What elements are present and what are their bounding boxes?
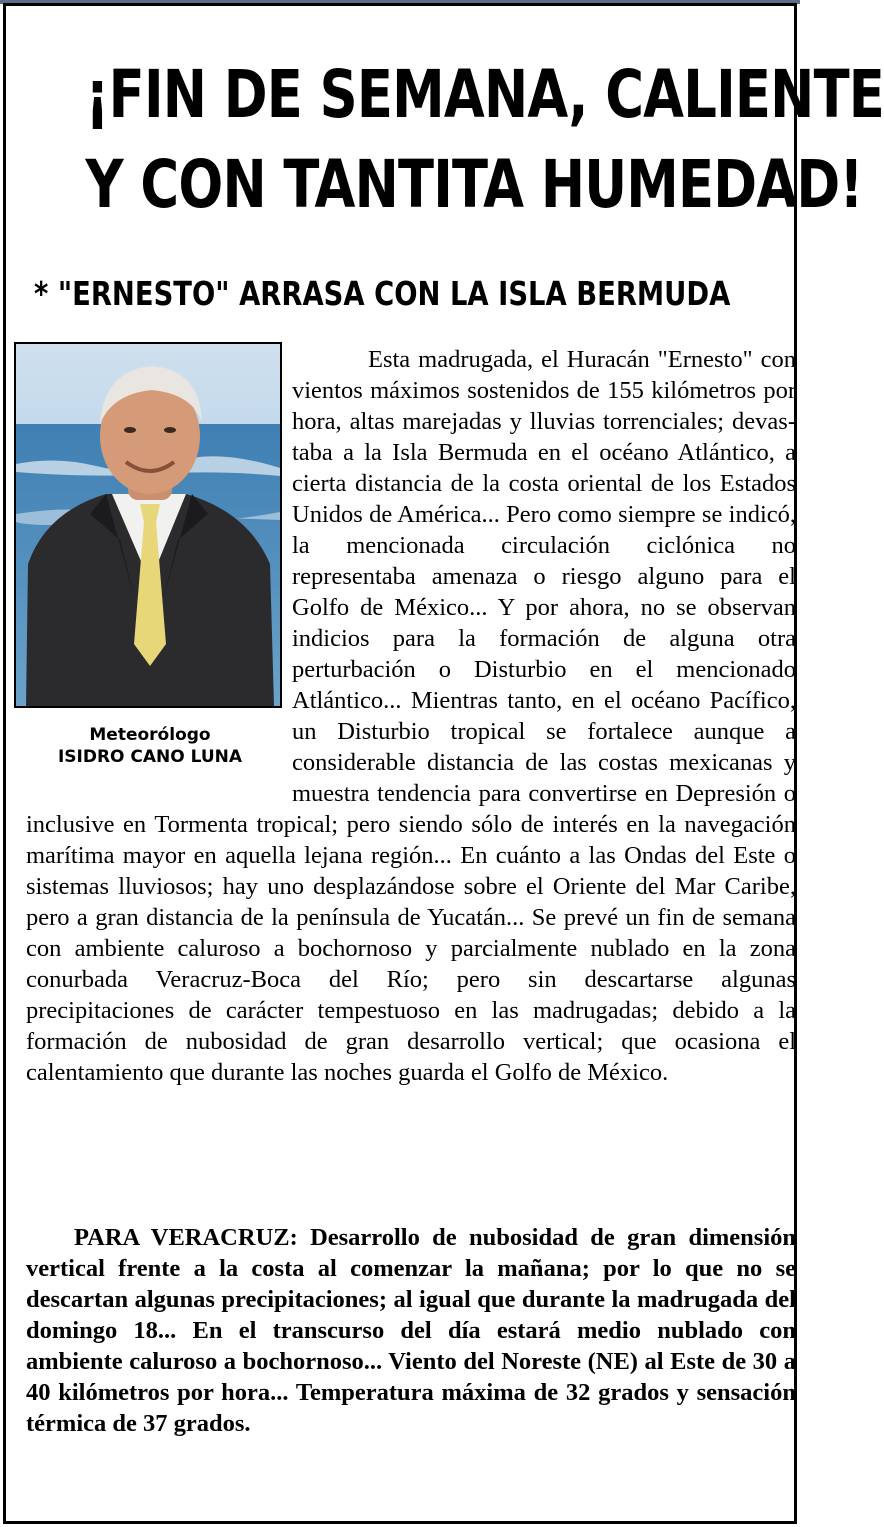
headline-line-1: ¡FIN DE SEMANA, CALIENTE bbox=[85, 56, 884, 133]
article-body bbox=[26, 344, 796, 1088]
caption-role: Meteorólogo bbox=[89, 725, 211, 745]
article-paragraph-1: Esta madrugada, el Huracán "Ernesto" con vientos máximos sostenidos de 155 kilómetros por hora, altas marejadas y lluvias torrenciales; devastaba a la Isla Bermuda en el océano Atlántico, a cierta distancia de la costa oriental de los Estados Unidos de América... Pero como siempre se indicó, la mencionada circulación ciclónica no representaba amenaza o riesgo alguno para el Golfo de México... Y por ahora, no se observan indicios para la formación de alguna otra perturbación o Disturbio en el mencionado Atlántico... Mientras tanto, en el océano Pacífico, un Disturbio tropical se fortalece aunque a considerable distancia de las costas mexicanas y muestra tendencia para convertirse en Depresión o inclusive en Tormenta tropical; pero siendo sólo de interés en la navegación marítima mayor en aquella lejana región... En cuánto a las Ondas del Este o sistemas lluviosos; hay uno desplazándose sobre el Oriente del Mar Caribe, pero a gran distancia de la península de Yucatán... Se prevé un fin de semana con ambiente caluroso a bochornoso y parcialmente nublado en la zona conurbada Veracruz-Boca del Río; pero sin descartarse algunas precipitaciones de carácter tempestuoso en las madrugadas; debido a la formación de nubosidad de gran desarrollo vertical; que ocasiona el calentamiento que durante las noches guarda el Golfo de México. bbox=[26, 346, 796, 1086]
caption-name: ISIDRO CANO LUNA bbox=[57, 747, 243, 767]
photo-float-spacer bbox=[26, 344, 292, 779]
headline-line-2: Y CON TANTITA HUMEDAD! bbox=[85, 146, 863, 223]
forecast-paragraph: PARA VERACRUZ: Desarrollo de nubosidad de gran dimensión vertical frente a la costa al comenzar la mañana; por lo que no se descartan algunas precipitaciones; al igual que durante la madrugada del domingo 18... En el transcurso del día estará medio nublado con ambiente caluroso a bochornoso... Viento del Noreste (NE) al Este de 30 a 40 kilómetros por hora... Temperatura máxima de 32 grados y sensación térmica de 37 grados. bbox=[26, 1224, 796, 1437]
headline bbox=[85, 50, 884, 230]
subheadline: * "ERNESTO" ARRASA CON LA ISLA BERMUDA bbox=[34, 274, 731, 313]
article-frame bbox=[3, 3, 884, 1524]
